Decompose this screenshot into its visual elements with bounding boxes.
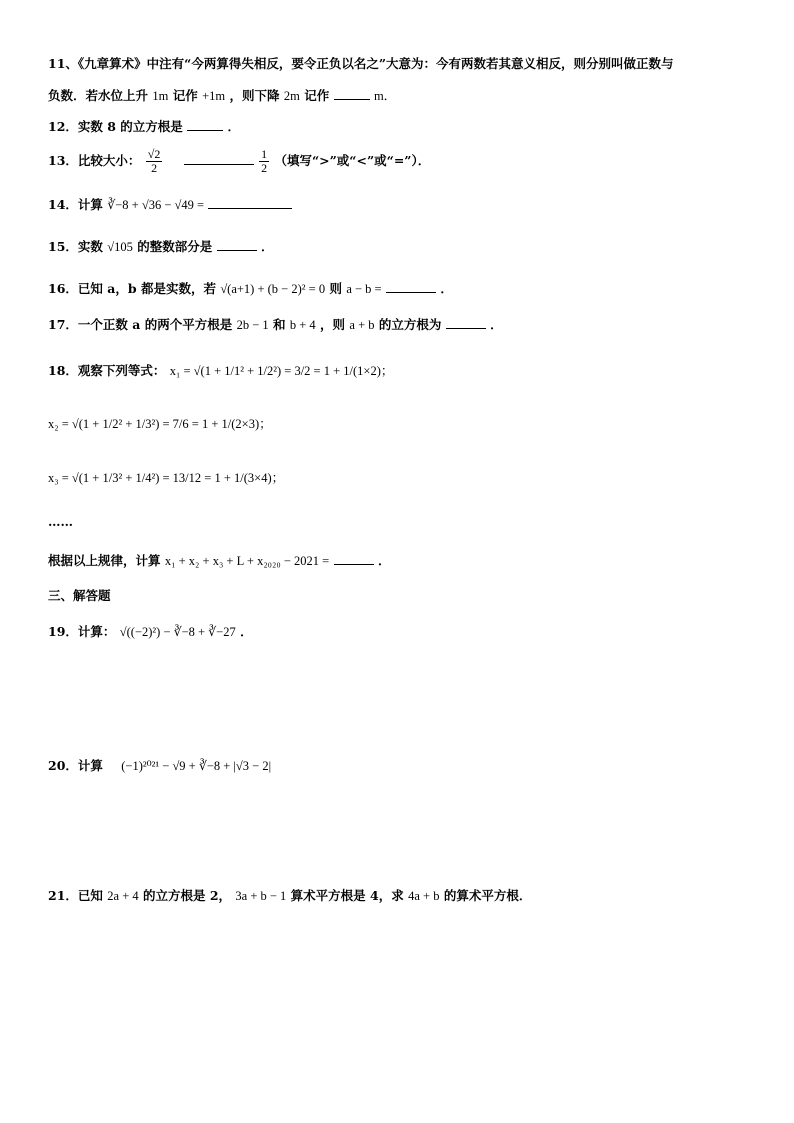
q16-prefix: 16．已知 a，b 都是实数，若 — [48, 281, 216, 296]
question-18-dots — [48, 516, 73, 529]
q18-rule-end: ． — [377, 553, 391, 568]
q17-expr-1: 2b − 1 — [236, 318, 269, 332]
question-16 — [48, 282, 453, 296]
q17-answer-blank — [446, 318, 486, 329]
q13-prefix: 13．比较大小： — [48, 152, 141, 168]
q13-suffix: （填写“>”或“<”或“=”）． — [274, 152, 431, 168]
q11-text-a: 负数．若水位上升 — [48, 88, 149, 103]
q19-expression: √((−2)²) − ∛−8 + ∛−27 — [119, 625, 236, 639]
q15-answer-blank — [217, 240, 257, 251]
q11-text-c: 记作 — [172, 88, 198, 103]
q18-equation-1: x₁ = √(1 + 1/1² + 1/2²) = 3/2 = 1 + 1/(1×2)； — [169, 364, 394, 378]
q19-end: ． — [240, 624, 253, 639]
q18-rule-prefix: 根据以上规律，计算 — [48, 553, 161, 568]
q15-expression: √105 — [107, 240, 133, 254]
q11-text-g: 记作 — [304, 88, 330, 103]
q14-prefix: 14．计算 — [48, 197, 103, 212]
q16-expression: √(a+1) + (b − 2)² = 0 — [220, 282, 326, 296]
q21-text-2: 算术平方根是 4，求 — [290, 888, 404, 903]
q18-answer-blank — [334, 554, 374, 565]
question-15 — [48, 240, 274, 254]
q11-unit: m． — [373, 89, 397, 103]
q18-prefix: 18．观察下列等式： — [48, 363, 166, 378]
q15-prefix: 15．实数 — [48, 239, 103, 254]
q11-text-e: ，则下降 — [229, 88, 280, 103]
question-14 — [48, 198, 292, 212]
q13-a-numerator: √2 — [147, 147, 161, 161]
q12-end: ． — [227, 119, 241, 134]
question-17 — [48, 318, 503, 332]
q17-mid: 和 — [272, 317, 286, 332]
question-12 — [48, 120, 240, 134]
q15-end: ． — [260, 239, 274, 254]
question-19 — [48, 626, 253, 639]
question-18-line-2 — [48, 418, 272, 431]
q16-mid: 则 — [329, 281, 342, 296]
q20-expression: (−1)²⁰²¹ − √9 + ∛−8 + |√3 − 2| — [121, 759, 272, 773]
q15-suffix: 的整数部分是 — [137, 239, 213, 254]
question-13 — [48, 148, 430, 174]
q21-prefix: 21．已知 — [48, 888, 103, 903]
q17-end: ． — [490, 317, 503, 332]
question-20 — [48, 760, 271, 773]
q13-fraction-b — [259, 148, 269, 174]
q21-expr-1: 2a + 4 — [107, 889, 139, 903]
question-11-line-1 — [48, 58, 674, 71]
question-18-line-3 — [48, 472, 284, 485]
q18-equation-2: x₂ = √(1 + 1/2² + 1/3²) = 7/6 = 1 + 1/(2×3)； — [48, 417, 272, 431]
q14-expression: ∛−8 + √36 − √49 = — [107, 198, 205, 212]
q18-equation-3: x₃ = √(1 + 1/3² + 1/4²) = 13/12 = 1 + 1/(3×4)； — [48, 471, 285, 485]
q19-prefix: 19．计算： — [48, 624, 116, 639]
q14-answer-blank — [208, 198, 292, 209]
q13-b-denominator: 2 — [261, 160, 268, 175]
q16-end: ． — [440, 281, 453, 296]
q21-text-1: 的立方根是 2， — [142, 888, 232, 903]
q12-answer-blank — [187, 120, 223, 131]
q17-mid-2: ，则 — [320, 317, 346, 332]
q16-expression-2: a − b = — [346, 282, 382, 296]
q13-fraction-a — [146, 148, 163, 174]
q11-expr-b: 1m — [152, 89, 169, 103]
section-heading — [48, 590, 111, 603]
q12-text: 12．实数 8 的立方根是 — [48, 119, 183, 134]
q17-expr-3: a + b — [349, 318, 375, 332]
question-18-line-1 — [48, 365, 393, 378]
question-11-line-2 — [48, 89, 396, 103]
q20-prefix: 20．计算 — [48, 758, 103, 773]
q21-expr-2: 3a + b − 1 — [235, 889, 287, 903]
q21-text-3: 的算术平方根． — [443, 888, 532, 903]
q18-ellipsis: …… — [48, 514, 73, 529]
section-3-title: 三、解答题 — [48, 588, 111, 603]
q13-answer-blank — [184, 154, 254, 165]
q13-a-denominator: 2 — [151, 160, 158, 175]
q18-rule-expression: x₁ + x₂ + x₃ + L + x₂₀₂₀ − 2021 = — [164, 554, 330, 568]
q16-answer-blank — [386, 282, 436, 293]
q21-expr-3: 4a + b — [408, 889, 440, 903]
question-21 — [48, 890, 531, 903]
question-18-rule — [48, 554, 390, 568]
q17-suffix: 的立方根为 — [378, 317, 442, 332]
q13-b-numerator: 1 — [261, 147, 268, 161]
q11-text: 11、《九章算术》中注有“今两算得失相反，要令正负以名之”大意为：今有两数若其意义相反，则分别叫做正数与 — [48, 56, 674, 71]
q11-expr-d: +1m — [202, 89, 226, 103]
q17-prefix: 17．一个正数 a 的两个平方根是 — [48, 317, 233, 332]
q11-expr-f: 2m — [283, 89, 300, 103]
q17-expr-2: b + 4 — [289, 318, 316, 332]
q11-answer-blank — [334, 89, 370, 100]
